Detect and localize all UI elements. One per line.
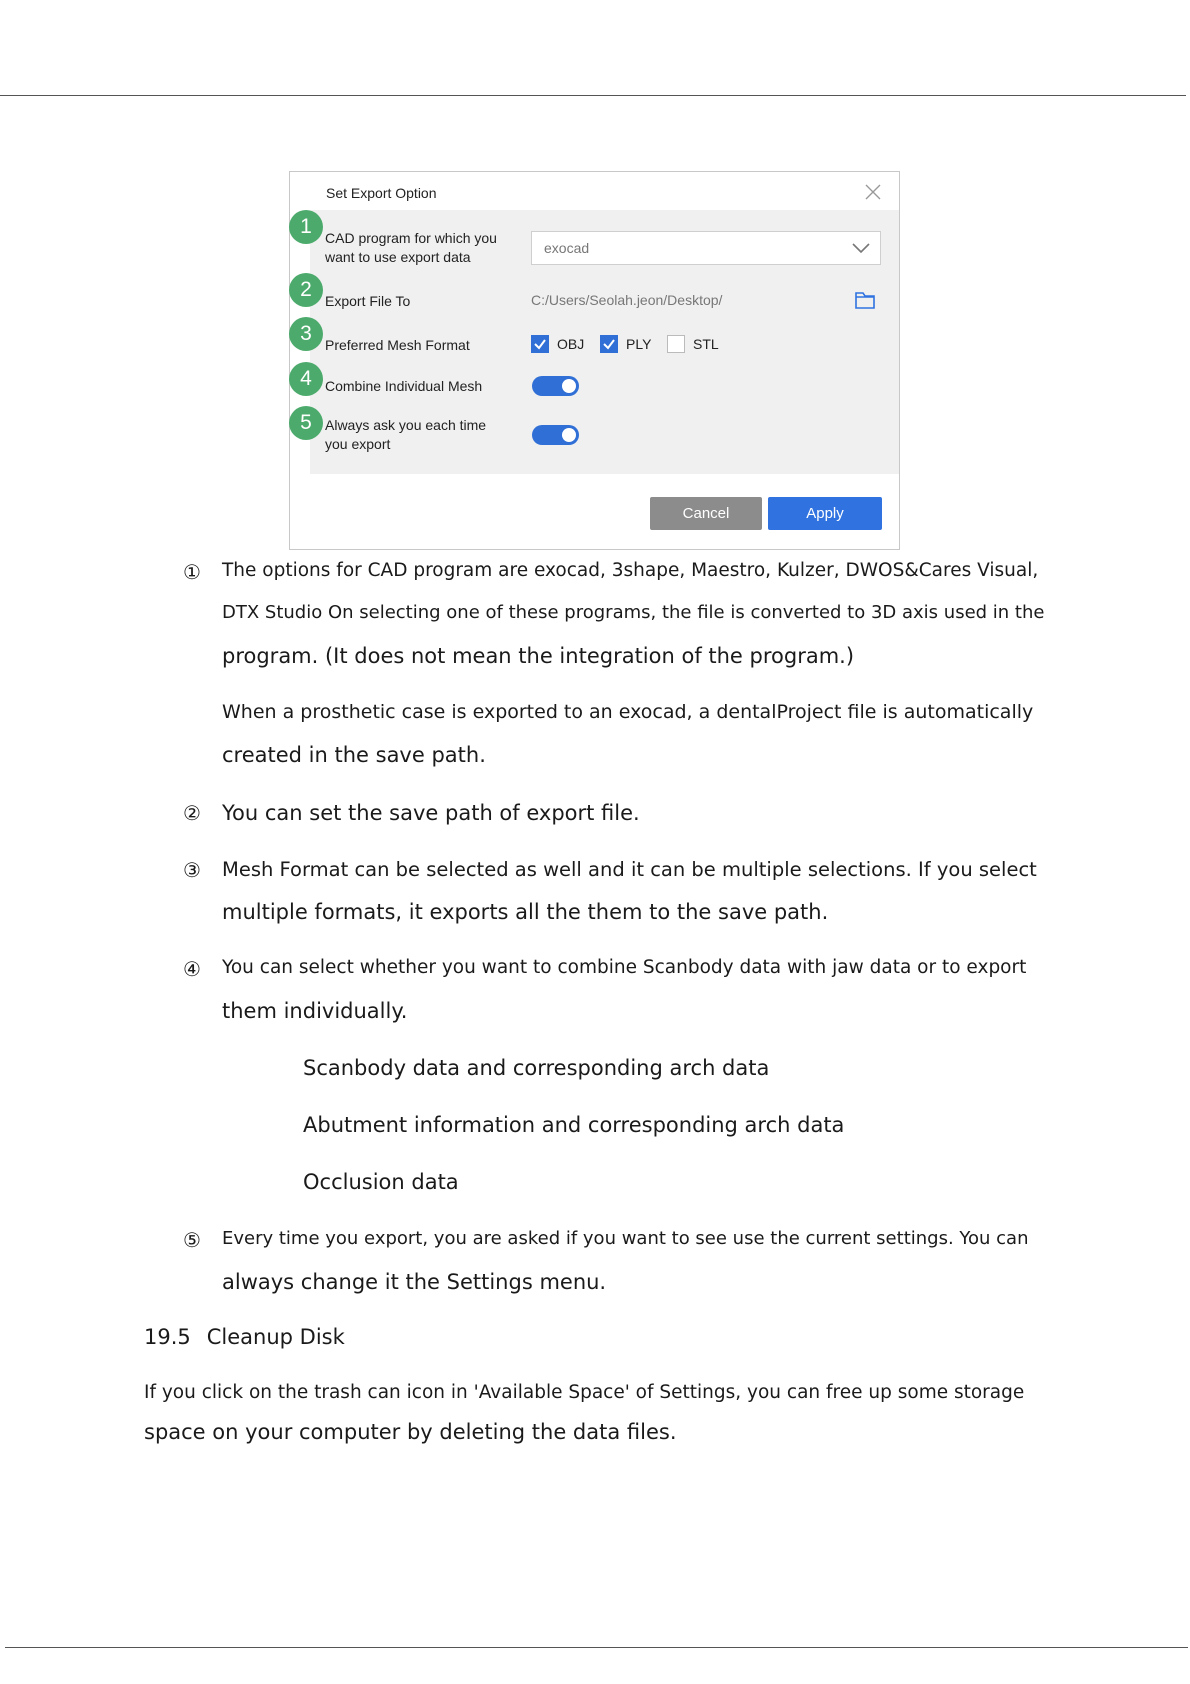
item-3-line-2: multiple formats, it exports all the them to the save path.: [222, 900, 829, 924]
checkbox-ply-label: PLY: [626, 336, 652, 352]
step-badge-3: 3: [289, 317, 323, 351]
item-marker-1: ①: [183, 560, 201, 584]
cancel-button[interactable]: Cancel: [650, 497, 762, 530]
header-rule: [0, 95, 1186, 96]
footer-rule: [5, 1647, 1188, 1648]
item-marker-4: ④: [183, 957, 201, 981]
item-marker-3: ③: [183, 858, 201, 882]
section-number: 19.5: [144, 1325, 191, 1349]
dialog-title: Set Export Option: [326, 185, 437, 201]
item-4-line-1: You can select whether you want to combine Scanbody data with jaw data or to export: [222, 957, 1027, 978]
step-badge-4: 4: [289, 362, 323, 396]
section-heading: [144, 1325, 345, 1349]
item-4-sub-2: Abutment information and corresponding arch data: [303, 1113, 845, 1137]
item-4-sub-1: Scanbody data and corresponding arch data: [303, 1056, 770, 1080]
step-badge-2: 2: [289, 273, 323, 307]
row-label-export-file-to: Export File To: [325, 293, 411, 309]
folder-icon[interactable]: [854, 290, 876, 310]
set-export-option-dialog: [289, 171, 900, 550]
always-ask-toggle[interactable]: [532, 425, 579, 445]
close-icon[interactable]: [863, 182, 883, 202]
section-line-1: If you click on the trash can icon in 'Available Space' of Settings, you can free up some storage: [144, 1382, 1025, 1403]
cad-program-select[interactable]: [531, 231, 881, 265]
row-label-always-ask: Always ask you each time you export: [325, 417, 487, 452]
combine-mesh-toggle[interactable]: [532, 376, 579, 396]
item-2-line-1: You can set the save path of export file.: [222, 801, 640, 825]
apply-button[interactable]: Apply: [768, 497, 882, 530]
item-4-line-2: them individually.: [222, 999, 408, 1023]
export-path-value: C:/Users/Seolah.jeon/Desktop/: [531, 292, 723, 308]
item-5-line-1: Every time you export, you are asked if you want to see use the current settings. You can: [222, 1228, 1029, 1249]
row-label-mesh-format: Preferred Mesh Format: [325, 337, 470, 353]
row-label-combine-mesh: Combine Individual Mesh: [325, 378, 483, 394]
section-title: Cleanup Disk: [206, 1325, 345, 1349]
item-1-note-line-2: created in the save path.: [222, 743, 486, 767]
item-1-line-2: DTX Studio On selecting one of these programs, the file is converted to 3D axis used in the: [222, 602, 1045, 623]
item-4-sub-3: Occlusion data: [303, 1170, 459, 1194]
cad-program-value: exocad: [544, 240, 590, 256]
item-marker-5: ⑤: [183, 1228, 201, 1252]
item-1-line-1: The options for CAD program are exocad, 3shape, Maestro, Kulzer, DWOS&Cares Visual,: [222, 560, 1039, 581]
chevron-down-icon: [852, 241, 870, 255]
checkbox-stl-label: STL: [693, 336, 719, 352]
checkbox-ply[interactable]: [600, 335, 618, 353]
item-1-line-3: program. (It does not mean the integration of the program.): [222, 644, 855, 668]
item-1-note-line-1: When a prosthetic case is exported to an exocad, a dentalProject file is automatically: [222, 701, 1034, 723]
checkbox-stl[interactable]: [667, 335, 685, 353]
step-badge-5: 5: [289, 406, 323, 440]
checkbox-obj[interactable]: [531, 335, 549, 353]
step-badge-1: 1: [289, 210, 323, 244]
item-marker-2: ②: [183, 801, 201, 825]
section-line-2: space on your computer by deleting the data files.: [144, 1420, 677, 1444]
checkbox-obj-label: OBJ: [557, 336, 585, 352]
item-3-line-1: Mesh Format can be selected as well and it can be multiple selections. If you select: [222, 858, 1037, 881]
item-5-line-2: always change it the Settings menu.: [222, 1270, 607, 1294]
row-label-cad-program: CAD program for which you want to use export data: [325, 230, 497, 265]
